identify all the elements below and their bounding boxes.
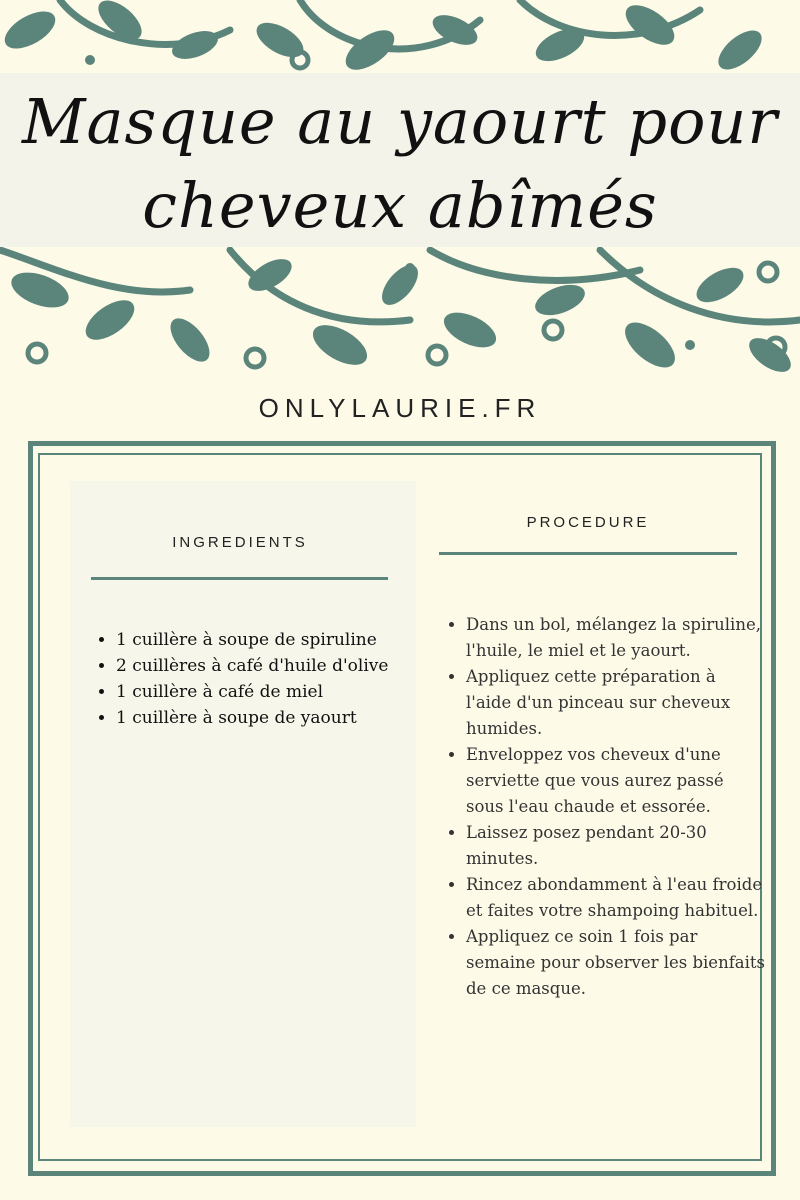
ingredients-divider	[91, 577, 388, 580]
title-line-2: cheveux abîmés	[142, 169, 658, 242]
procedure-list	[436, 612, 766, 1002]
list-item: • Rincez abondamment à l'eau froide et faites votre shampoing habituel.	[466, 872, 766, 924]
ingredients-heading: INGREDIENTS	[172, 534, 308, 551]
list-item: • Laissez posez pendant 20-30 minutes.	[466, 820, 766, 872]
list-item: • 2 cuillères à café d'huile d'olive	[116, 653, 436, 679]
list-item: • Dans un bol, mélangez la spiruline, l'huile, le miel et le yaourt.	[466, 612, 766, 664]
list-item: • Enveloppez vos cheveux d'une serviette que vous aurez passé sous l'eau chaude et essorée.	[466, 742, 766, 820]
list-item: • Appliquez cette préparation à l'aide d'un pinceau sur cheveux humides.	[466, 664, 766, 742]
title-line-1: Masque au yaourt pour	[22, 85, 778, 158]
list-item: • 1 cuillère à café de miel	[116, 679, 436, 705]
procedure-heading: PROCEDURE	[526, 514, 650, 531]
list-item: • 1 cuillère à soupe de yaourt	[116, 705, 436, 731]
list-item: • Appliquez ce soin 1 fois par semaine pour observer les bienfaits de ce masque.	[466, 924, 766, 1002]
site-name: ONLYLAURIE.FR	[258, 393, 542, 423]
ingredients-list	[86, 627, 436, 731]
page-title	[0, 80, 800, 248]
list-item: • 1 cuillère à soupe de spiruline	[116, 627, 436, 653]
procedure-divider	[439, 552, 737, 555]
